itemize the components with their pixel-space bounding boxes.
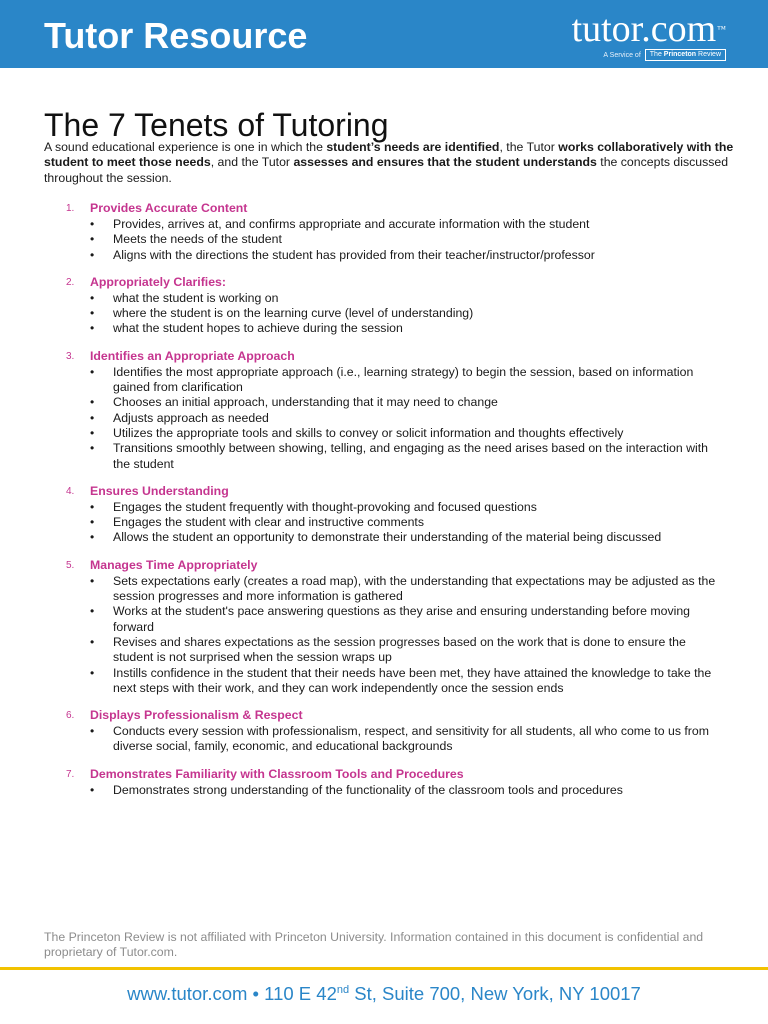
tenet-header — [0, 767, 768, 783]
bullet-text: Works at the student's pace answering questions as they arise and ensuring understanding before moving forward — [113, 604, 691, 634]
bullet-text: Transitions smoothly between showing, telling, and engaging as the need arises based on the interaction with the student — [113, 441, 708, 471]
intro-text-2: , the Tutor — [499, 140, 559, 154]
bullet-text: Chooses an initial approach, understanding that it may need to change — [113, 395, 498, 410]
bullet-text: Conducts every session with professionalism, respect, and sensitivity for all students, all who come to us from diverse social, family, economic, and educational backgrounds — [113, 724, 709, 754]
logo-text: tutor.com — [571, 8, 717, 50]
tenet-bullet — [0, 291, 723, 306]
tenet-bullet — [0, 635, 723, 666]
tenet-bullet-list — [0, 783, 768, 798]
bullet-dot-icon: • — [90, 395, 95, 410]
bullet-dot-icon: • — [90, 634, 95, 649]
bullet-text: Revises and shares expectations as the session progresses based on the work that is done to ensure the student is not surprised when the session wraps up — [113, 634, 686, 665]
logo-wordmark — [572, 8, 726, 50]
tenet-bullet — [0, 724, 723, 755]
intro-bold-1: student’s needs are identified — [326, 140, 500, 154]
tenet-bullet — [0, 574, 723, 605]
princeton-review-badge — [645, 49, 726, 61]
tenet-heading: Ensures Understanding — [90, 483, 229, 498]
document-title: The 7 Tenets of Tutoring — [44, 107, 389, 144]
tenet-bullet — [0, 500, 723, 515]
bullet-dot-icon: • — [90, 530, 95, 545]
tenet-bullet-list — [0, 724, 768, 755]
tenet-bullet — [0, 604, 723, 635]
tutor-com-logo — [530, 6, 730, 62]
tenets-list — [0, 201, 768, 810]
bullet-dot-icon: • — [90, 665, 95, 680]
footer-contact-line — [0, 983, 768, 1005]
tenet-bullet-list — [0, 574, 768, 696]
tenet-bullet-list — [0, 365, 768, 472]
bullet-dot-icon: • — [90, 441, 95, 456]
bullet-dot-icon: • — [90, 425, 95, 440]
tenet-bullet — [0, 217, 723, 232]
tenet-header — [0, 201, 768, 217]
bullet-dot-icon: • — [90, 217, 95, 231]
tenet-header — [0, 484, 768, 500]
tenet-heading: Manages Time Appropriately — [90, 557, 258, 572]
logo-subtitle — [603, 48, 726, 62]
tenet-section — [0, 349, 768, 472]
bullet-text: what the student is working on — [113, 290, 279, 305]
tenet-bullet — [0, 365, 723, 396]
tenet-bullet — [0, 426, 723, 441]
badge-suffix: Review — [698, 51, 721, 58]
tenet-number: 2. — [66, 276, 75, 288]
intro-text-1: A sound educational experience is one in which the — [44, 140, 327, 154]
tenet-section — [0, 275, 768, 337]
tenet-heading: Displays Professionalism & Respect — [90, 708, 303, 723]
intro-text-3: , and the Tutor — [210, 155, 294, 170]
tenet-header — [0, 708, 768, 724]
contact-text-2: St, Suite 700, New York, NY 10017 — [349, 983, 641, 1004]
bullet-dot-icon: • — [90, 290, 95, 305]
bullet-dot-icon: • — [90, 306, 95, 321]
bullet-dot-icon: • — [90, 782, 95, 797]
tenet-bullet-list — [0, 217, 768, 263]
bullet-text: what the student hopes to achieve during the session — [113, 321, 403, 336]
tenet-section — [0, 708, 768, 755]
tenet-number: 7. — [66, 768, 75, 780]
bullet-dot-icon: • — [90, 724, 95, 739]
tenet-section — [0, 767, 768, 798]
tenet-number: 6. — [66, 710, 75, 722]
tenet-section — [0, 201, 768, 263]
bullet-dot-icon: • — [90, 515, 95, 530]
tenet-heading: Appropriately Clarifies: — [90, 274, 226, 289]
tenet-number: 1. — [66, 203, 75, 214]
tenet-bullet — [0, 530, 723, 545]
bullet-dot-icon: • — [90, 499, 95, 514]
header-title: Tutor Resource — [44, 15, 308, 56]
footer-divider — [0, 967, 768, 970]
contact-text-1: www.tutor.com • 110 E 42 — [127, 983, 337, 1004]
tenet-heading: Identifies an Appropriate Approach — [90, 348, 295, 363]
tenet-number: 4. — [66, 485, 75, 497]
tenet-section — [0, 558, 768, 696]
bullet-text: Allows the student an opportunity to demonstrate their understanding of the material being discussed — [113, 530, 662, 545]
tenet-header — [0, 558, 768, 574]
logo-trademark: ™ — [717, 24, 726, 34]
bullet-text: Aligns with the directions the student has provided from their teacher/instructor/professor — [113, 247, 595, 262]
bullet-text: where the student is on the learning curve (level of understanding) — [113, 306, 474, 321]
bullet-dot-icon: • — [90, 410, 95, 425]
header-bar — [0, 0, 768, 68]
tenet-bullet-list — [0, 291, 768, 337]
bullet-dot-icon: • — [90, 604, 95, 619]
badge-prefix: The — [649, 51, 662, 58]
intro-bold-2: works collaboratively with the student to meet those needs — [44, 140, 734, 170]
tenet-number: 3. — [66, 350, 75, 362]
footer-disclaimer: The Princeton Review is not affiliated with Princeton University. Information contained in this document is confidential and proprietary of Tutor.com. — [44, 930, 704, 960]
bullet-text: Utilizes the appropriate tools and skills to convey or solicit information and thoughts effectively — [113, 425, 624, 440]
intro-text-4: the concepts discussed throughout the session. — [44, 155, 729, 185]
tenet-bullet — [0, 411, 723, 426]
tenet-bullet — [0, 306, 723, 321]
bullet-text: Engages the student with clear and instructive comments — [113, 515, 425, 530]
tenet-section — [0, 484, 768, 546]
bullet-dot-icon: • — [90, 321, 95, 336]
bullet-text: Engages the student frequently with thought-provoking and focused questions — [113, 499, 537, 514]
intro-bold-3: assesses and ensures that the student understands — [293, 155, 597, 170]
bullet-text: Adjusts approach as needed — [113, 410, 269, 425]
bullet-text: Demonstrates strong understanding of the functionality of the classroom tools and procedures — [113, 782, 623, 797]
tenet-bullet — [0, 232, 723, 247]
tenet-header — [0, 349, 768, 365]
tenet-bullet — [0, 441, 723, 472]
tenet-header — [0, 275, 768, 291]
tenet-bullet — [0, 783, 723, 798]
tenet-heading: Provides Accurate Content — [90, 201, 248, 215]
bullet-dot-icon: • — [90, 364, 95, 379]
bullet-text: Identifies the most appropriate approach (i.e., learning strategy) to begin the session, based on information gained from clarification — [113, 364, 694, 395]
tenet-bullet — [0, 395, 723, 410]
bullet-dot-icon: • — [90, 232, 95, 247]
bullet-text: Sets expectations early (creates a road map), with the understanding that expectations may be adjusted as the session progresses and more information is gathered — [113, 573, 716, 604]
intro-paragraph — [44, 140, 734, 186]
tenet-bullet — [0, 666, 723, 697]
badge-name: Princeton — [663, 51, 697, 58]
tenet-heading: Demonstrates Familiarity with Classroom Tools and Procedures — [90, 766, 464, 781]
logo-service-of: A Service of — [603, 51, 641, 59]
bullet-text: Meets the needs of the student — [113, 232, 282, 247]
tenet-number: 5. — [66, 559, 75, 571]
bullet-text: Provides, arrives at, and confirms appropriate and accurate information with the student — [113, 217, 590, 231]
tenet-bullet — [0, 321, 723, 336]
bullet-dot-icon: • — [90, 573, 95, 588]
bullet-dot-icon: • — [90, 247, 95, 262]
tenet-bullet — [0, 515, 723, 530]
bullet-text: Instills confidence in the student that their needs have been met, they have attained the knowledge to take the next steps with their work, and they can work independently once the session ends — [113, 665, 712, 695]
tenet-bullet — [0, 248, 723, 263]
contact-superscript: nd — [336, 983, 350, 996]
tenet-bullet-list — [0, 500, 768, 546]
